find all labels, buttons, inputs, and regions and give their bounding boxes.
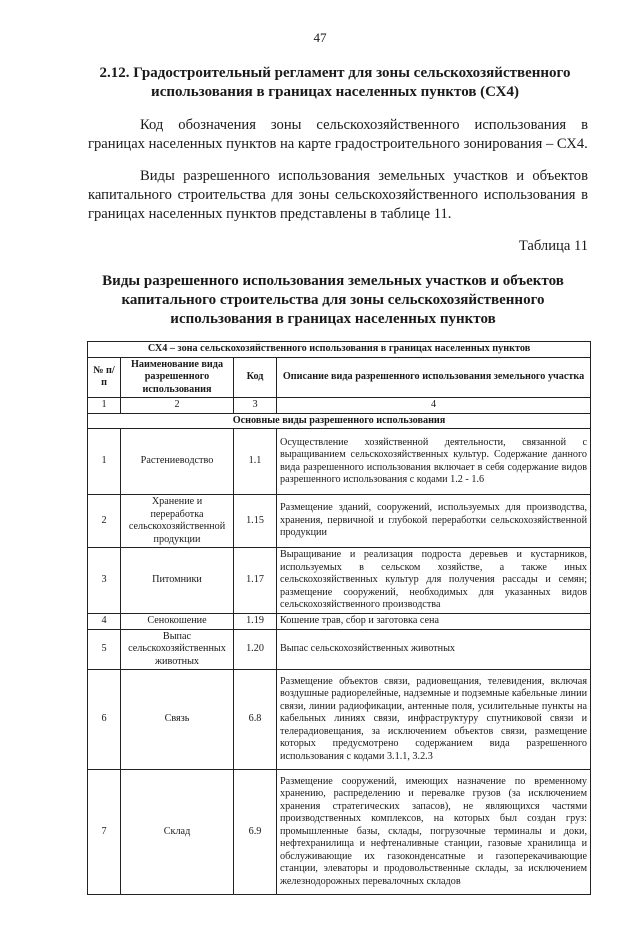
table-row xyxy=(88,614,591,630)
row-desc: Кошение трав, сбор и заготовка сена xyxy=(277,614,591,630)
row-code: 1.20 xyxy=(234,629,277,670)
row-num: 5 xyxy=(88,629,121,670)
row-code: 1.1 xyxy=(234,429,277,495)
row-num: 2 xyxy=(88,495,121,548)
row-desc: Размещение зданий, сооружений, используемых для производства, хранения, первичной и глубокой переработки сельскохозяйственной продукции xyxy=(277,495,591,548)
table-title: Виды разрешенного использования земельных участков и объектов капитального строительства для зоны сельскохозяйственного использования в границах населенных пунктов xyxy=(102,273,564,327)
col-number: 1 xyxy=(88,398,121,414)
regulations-table xyxy=(87,341,591,895)
table-row xyxy=(88,629,591,670)
section-title: 2.12. Градостроительный регламент для зоны сельскохозяйственного использования в границах населенных пунктов (СХ4) xyxy=(99,65,571,100)
col-header-num: № п/п xyxy=(88,357,121,398)
col-number: 4 xyxy=(277,398,591,414)
page-number: 47 xyxy=(313,30,327,45)
row-name: Питомники xyxy=(121,548,234,614)
row-code: 1.17 xyxy=(234,548,277,614)
table-row xyxy=(88,770,591,895)
row-code: 1.19 xyxy=(234,614,277,630)
row-code: 6.8 xyxy=(234,670,277,770)
row-code: 6.9 xyxy=(234,770,277,895)
row-num: 7 xyxy=(88,770,121,895)
group-header: Основные виды разрешенного использования xyxy=(88,413,591,429)
row-desc: Осуществление хозяйственной деятельности, связанной с выращиванием сельскохозяйственных культур. Содержание данного вида разрешенного использования включает в себя содержание видов разрешенного использования с кодами 1.2 - 1.6 xyxy=(277,429,591,495)
col-header-desc: Описание вида разрешенного использования земельного участка xyxy=(277,357,591,398)
row-name: Хранение и переработка сельскохозяйственной продукции xyxy=(121,495,234,548)
group-header-row xyxy=(88,413,591,429)
column-number-row xyxy=(88,398,591,414)
paragraph-zone-code: Код обозначения зоны сельскохозяйственного использования в границах населенных пунктов на карте градостроительного зонирования – СХ4. xyxy=(88,117,588,152)
row-num: 4 xyxy=(88,614,121,630)
row-code: 1.15 xyxy=(234,495,277,548)
col-number: 2 xyxy=(121,398,234,414)
col-header-name: Наименование вида разрешенного использования xyxy=(121,357,234,398)
row-name: Растениеводство xyxy=(121,429,234,495)
table-row xyxy=(88,670,591,770)
row-desc: Размещение объектов связи, радиовещания, телевидения, включая воздушные радиорелейные, надземные и подземные кабельные линии связи, линии радиофикации, антенные поля, усилительные пункты на кабельных линиях связи, инфраструктуру спутниковой связи и телерадиовещания, за исключением объектов связи, размещение которых предусмотрено содержанием вида разрешенного использования с кодами 3.1.1, 3.2.3 xyxy=(277,670,591,770)
row-name: Связь xyxy=(121,670,234,770)
row-desc: Размещение сооружений, имеющих назначение по временному хранению, распределению и перевалке грузов (за исключением хранения стратегических запасов), не являющихся частями производственных комплексов, на которых был создан груз: промышленные базы, склады, погрузочные терминалы и доки, нефтехранилища и нефтеналивные станции, газовые хранилища и обслуживающие их газоконденсатные и газоперекачивающие станции, элеваторы и продовольственные склады, за исключением железнодорожных перевалочных складов xyxy=(277,770,591,895)
table-caption: Таблица 11 xyxy=(518,238,588,254)
row-desc: Выращивание и реализация подроста деревьев и кустарников, используемых в сельском хозяйстве, а также иных сельскохозяйственных культур для получения рассады и семян; размещение сооружений, необходимых для указанных видов сельскохозяйственного производства xyxy=(277,548,591,614)
table-row xyxy=(88,429,591,495)
col-number: 3 xyxy=(234,398,277,414)
paragraph-table-reference: Виды разрешенного использования земельных участков и объектов капитального строительства для зоны сельскохозяйственного использования в границах населенных пунктов представлены в таблице 11. xyxy=(88,168,588,222)
row-name: Выпас сельскохозяйственных животных xyxy=(121,629,234,670)
row-name: Склад xyxy=(121,770,234,895)
table-row xyxy=(88,495,591,548)
row-name: Сенокошение xyxy=(121,614,234,630)
row-num: 1 xyxy=(88,429,121,495)
col-header-code: Код xyxy=(234,357,277,398)
row-num: 6 xyxy=(88,670,121,770)
row-desc: Выпас сельскохозяйственных животных xyxy=(277,629,591,670)
row-num: 3 xyxy=(88,548,121,614)
column-header-row xyxy=(88,357,591,398)
zone-header-row xyxy=(88,342,591,358)
table-row xyxy=(88,548,591,614)
zone-header: СХ4 – зона сельскохозяйственного использования в границах населенных пунктов xyxy=(88,342,591,358)
